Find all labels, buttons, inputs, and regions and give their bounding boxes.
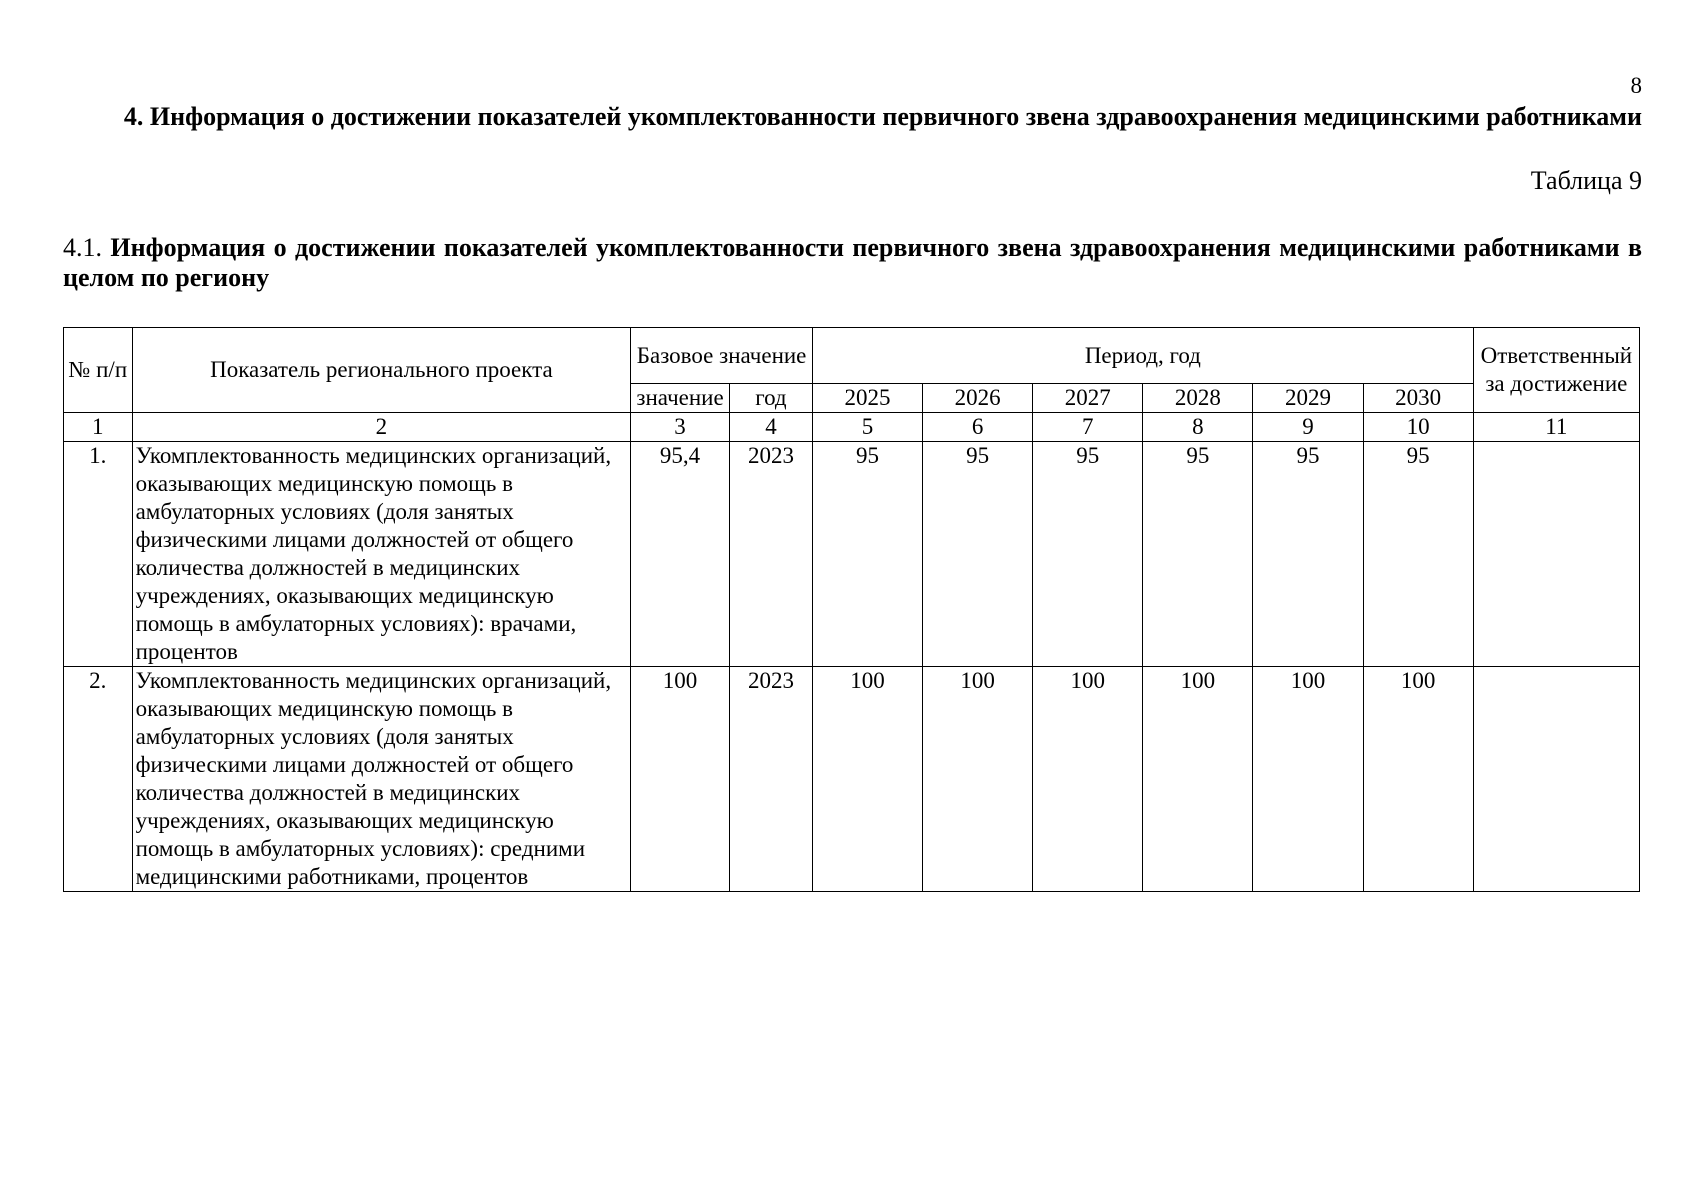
row-year-value: 100 [812, 667, 922, 892]
row-year-value: 95 [1143, 442, 1253, 667]
subsection-text: Информация о достижении показателей укомплектованности первичного звена здравоохранения медицинскими работниками в целом по региону [63, 233, 1643, 292]
row-year-value: 100 [1143, 667, 1253, 892]
row-indicator: Укомплектованность медицинских организаций, оказывающих медицинскую помощь в амбулаторных условиях (доля занятых физическими лицами должностей от общего количества должностей в медицинских учреждениях, оказывающих медицинскую помощь в амбулаторных условиях): средними медицинскими работниками, процентов [132, 667, 631, 892]
column-number: 4 [729, 413, 812, 442]
column-number: 2 [132, 413, 631, 442]
row-num: 1. [64, 442, 133, 667]
section-title: 4. Информация о достижении показателей укомплектованности первичного звена здравоохранения медицинскими работниками [123, 102, 1642, 131]
header-year: 2028 [1143, 384, 1253, 413]
row-year-value: 95 [1363, 442, 1473, 667]
subsection-title [63, 233, 1642, 293]
header-responsible: Ответственный за достижение [1473, 328, 1639, 413]
row-responsible [1473, 667, 1639, 892]
column-number: 1 [64, 413, 133, 442]
column-number: 8 [1143, 413, 1253, 442]
page-number: 8 [1630, 73, 1642, 98]
row-year-value: 100 [1253, 667, 1363, 892]
table-label: Таблица 9 [1530, 166, 1642, 195]
header-year: 2030 [1363, 384, 1473, 413]
row-num: 2. [64, 667, 133, 892]
row-year-value: 95 [923, 442, 1033, 667]
row-year-value: 100 [1033, 667, 1143, 892]
row-year-value: 100 [923, 667, 1033, 892]
header-year: 2026 [923, 384, 1033, 413]
indicators-table [63, 327, 1640, 892]
row-indicator: Укомплектованность медицинских организаций, оказывающих медицинскую помощь в амбулаторных условиях (доля занятых физическими лицами должностей от общего количества должностей в медицинских учреждениях, оказывающих медицинскую помощь в амбулаторных условиях): врачами, процентов [132, 442, 631, 667]
column-number: 3 [631, 413, 730, 442]
header-base: Базовое значение [631, 328, 813, 384]
header-num: № п/п [64, 328, 133, 413]
row-base-value: 95,4 [631, 442, 730, 667]
column-number: 9 [1253, 413, 1363, 442]
table-row [64, 442, 1640, 667]
header-year: 2025 [812, 384, 922, 413]
table-row [64, 667, 1640, 892]
row-year-value: 95 [1033, 442, 1143, 667]
row-base-value: 100 [631, 667, 730, 892]
column-number: 5 [812, 413, 922, 442]
header-year: 2029 [1253, 384, 1363, 413]
subsection-number: 4.1. [63, 233, 102, 262]
column-number: 11 [1473, 413, 1639, 442]
row-base-year: 2023 [729, 442, 812, 667]
column-number: 6 [923, 413, 1033, 442]
row-responsible [1473, 442, 1639, 667]
header-period: Период, год [812, 328, 1473, 384]
header-year: 2027 [1033, 384, 1143, 413]
row-year-value: 95 [1253, 442, 1363, 667]
row-base-year: 2023 [729, 667, 812, 892]
row-year-value: 100 [1363, 667, 1473, 892]
column-number: 7 [1033, 413, 1143, 442]
column-number: 10 [1363, 413, 1473, 442]
header-base-year: год [729, 384, 812, 413]
header-indicator: Показатель регионального проекта [132, 328, 631, 413]
row-year-value: 95 [812, 442, 922, 667]
column-number-row [64, 413, 1640, 442]
header-base-value: значение [631, 384, 730, 413]
